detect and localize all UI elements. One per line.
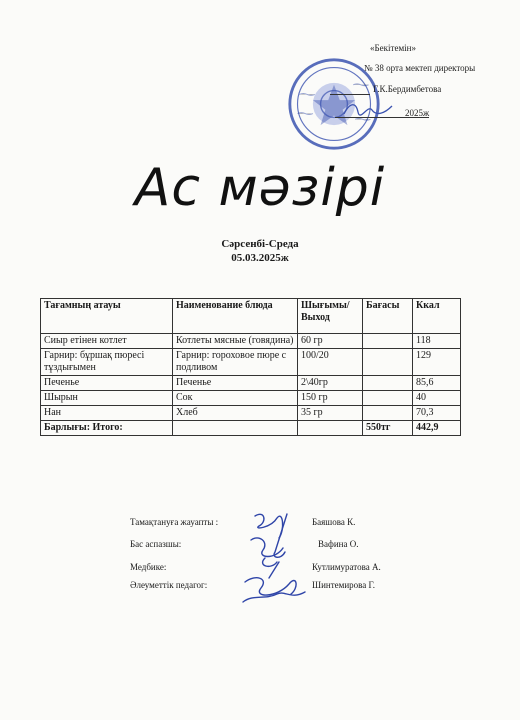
cell-russian-name: Печенье: [173, 376, 298, 391]
cell-russian-name: Хлеб: [173, 406, 298, 421]
cell-kcal: 40: [413, 391, 461, 406]
cell-russian-name: Котлеты мясные (говядина): [173, 334, 298, 349]
cell-price: [363, 391, 413, 406]
cell-portion: 60 гр: [298, 334, 363, 349]
total-price: 550тг: [363, 421, 413, 436]
table-row: [41, 349, 461, 376]
cell-portion: 2\40гр: [298, 376, 363, 391]
table-row: [41, 334, 461, 349]
director-signature-line: [330, 94, 370, 95]
table-row: [41, 406, 461, 421]
menu-table: [40, 298, 461, 436]
total-empty-portion: [298, 421, 363, 436]
cell-kazakh-name: Сиыр етінен котлет: [41, 334, 173, 349]
total-kcal: 442,9: [413, 421, 461, 436]
cell-portion: 100/20: [298, 349, 363, 376]
cell-russian-name: Сок: [173, 391, 298, 406]
total-label: Барлығы: Итого:: [41, 421, 173, 436]
signature-role-4: Әлеуметтік педагог:: [130, 580, 208, 590]
signature-role-1: Тамақтануға жауапты :: [130, 517, 219, 527]
header-kazakh-name: Тағамның атауы: [41, 299, 173, 334]
signature-name-1: Баяшова К.: [312, 517, 356, 527]
approval-date-suffix: 2025ж: [405, 108, 430, 118]
cell-portion: 35 гр: [298, 406, 363, 421]
director-position: № 38 орта мектеп директоры: [364, 63, 476, 73]
cell-kcal: 118: [413, 334, 461, 349]
header-portion: Шығымы/ Выход: [298, 299, 363, 334]
cell-kazakh-name: Нан: [41, 406, 173, 421]
cell-price: [363, 334, 413, 349]
handwritten-signatures: [225, 508, 315, 618]
cell-kcal: 129: [413, 349, 461, 376]
cell-price: [363, 349, 413, 376]
approval-heading: «Бекітемін»: [370, 43, 416, 53]
signature-name-2: Вафина О.: [318, 539, 359, 549]
page-title: Ас мәзірі: [134, 158, 386, 218]
cell-russian-name: Гарнир: гороховое пюре с подливом: [173, 349, 298, 376]
cell-portion: 150 гр: [298, 391, 363, 406]
day-label: Сәрсенбі-Среда: [221, 238, 299, 250]
cell-kazakh-name: Гарнир: бұршақ пюресі тұздығымен: [41, 349, 173, 376]
director-signature: [340, 98, 410, 120]
signature-role-2: Бас аспазшы:: [130, 539, 182, 549]
signature-role-3: Медбике:: [130, 562, 167, 572]
cell-kazakh-name: Шырын: [41, 391, 173, 406]
table-row: [41, 376, 461, 391]
cell-kcal: 85,6: [413, 376, 461, 391]
table-row: [41, 391, 461, 406]
total-empty-name: [173, 421, 298, 436]
director-name: Г.К.Бердимбетова: [373, 84, 442, 94]
header-price: Бағасы: [363, 299, 413, 334]
header-kcal: Ккал: [413, 299, 461, 334]
table-header-row: [41, 299, 461, 334]
menu-date: 05.03.2025ж: [231, 252, 289, 264]
cell-price: [363, 406, 413, 421]
signature-name-4: Шинтемирова Г.: [312, 580, 375, 590]
total-row: [41, 421, 461, 436]
cell-kcal: 70,3: [413, 406, 461, 421]
cell-price: [363, 376, 413, 391]
header-russian-name: Наименование блюда: [173, 299, 298, 334]
cell-kazakh-name: Печенье: [41, 376, 173, 391]
signature-name-3: Кутлимуратова А.: [312, 562, 381, 572]
